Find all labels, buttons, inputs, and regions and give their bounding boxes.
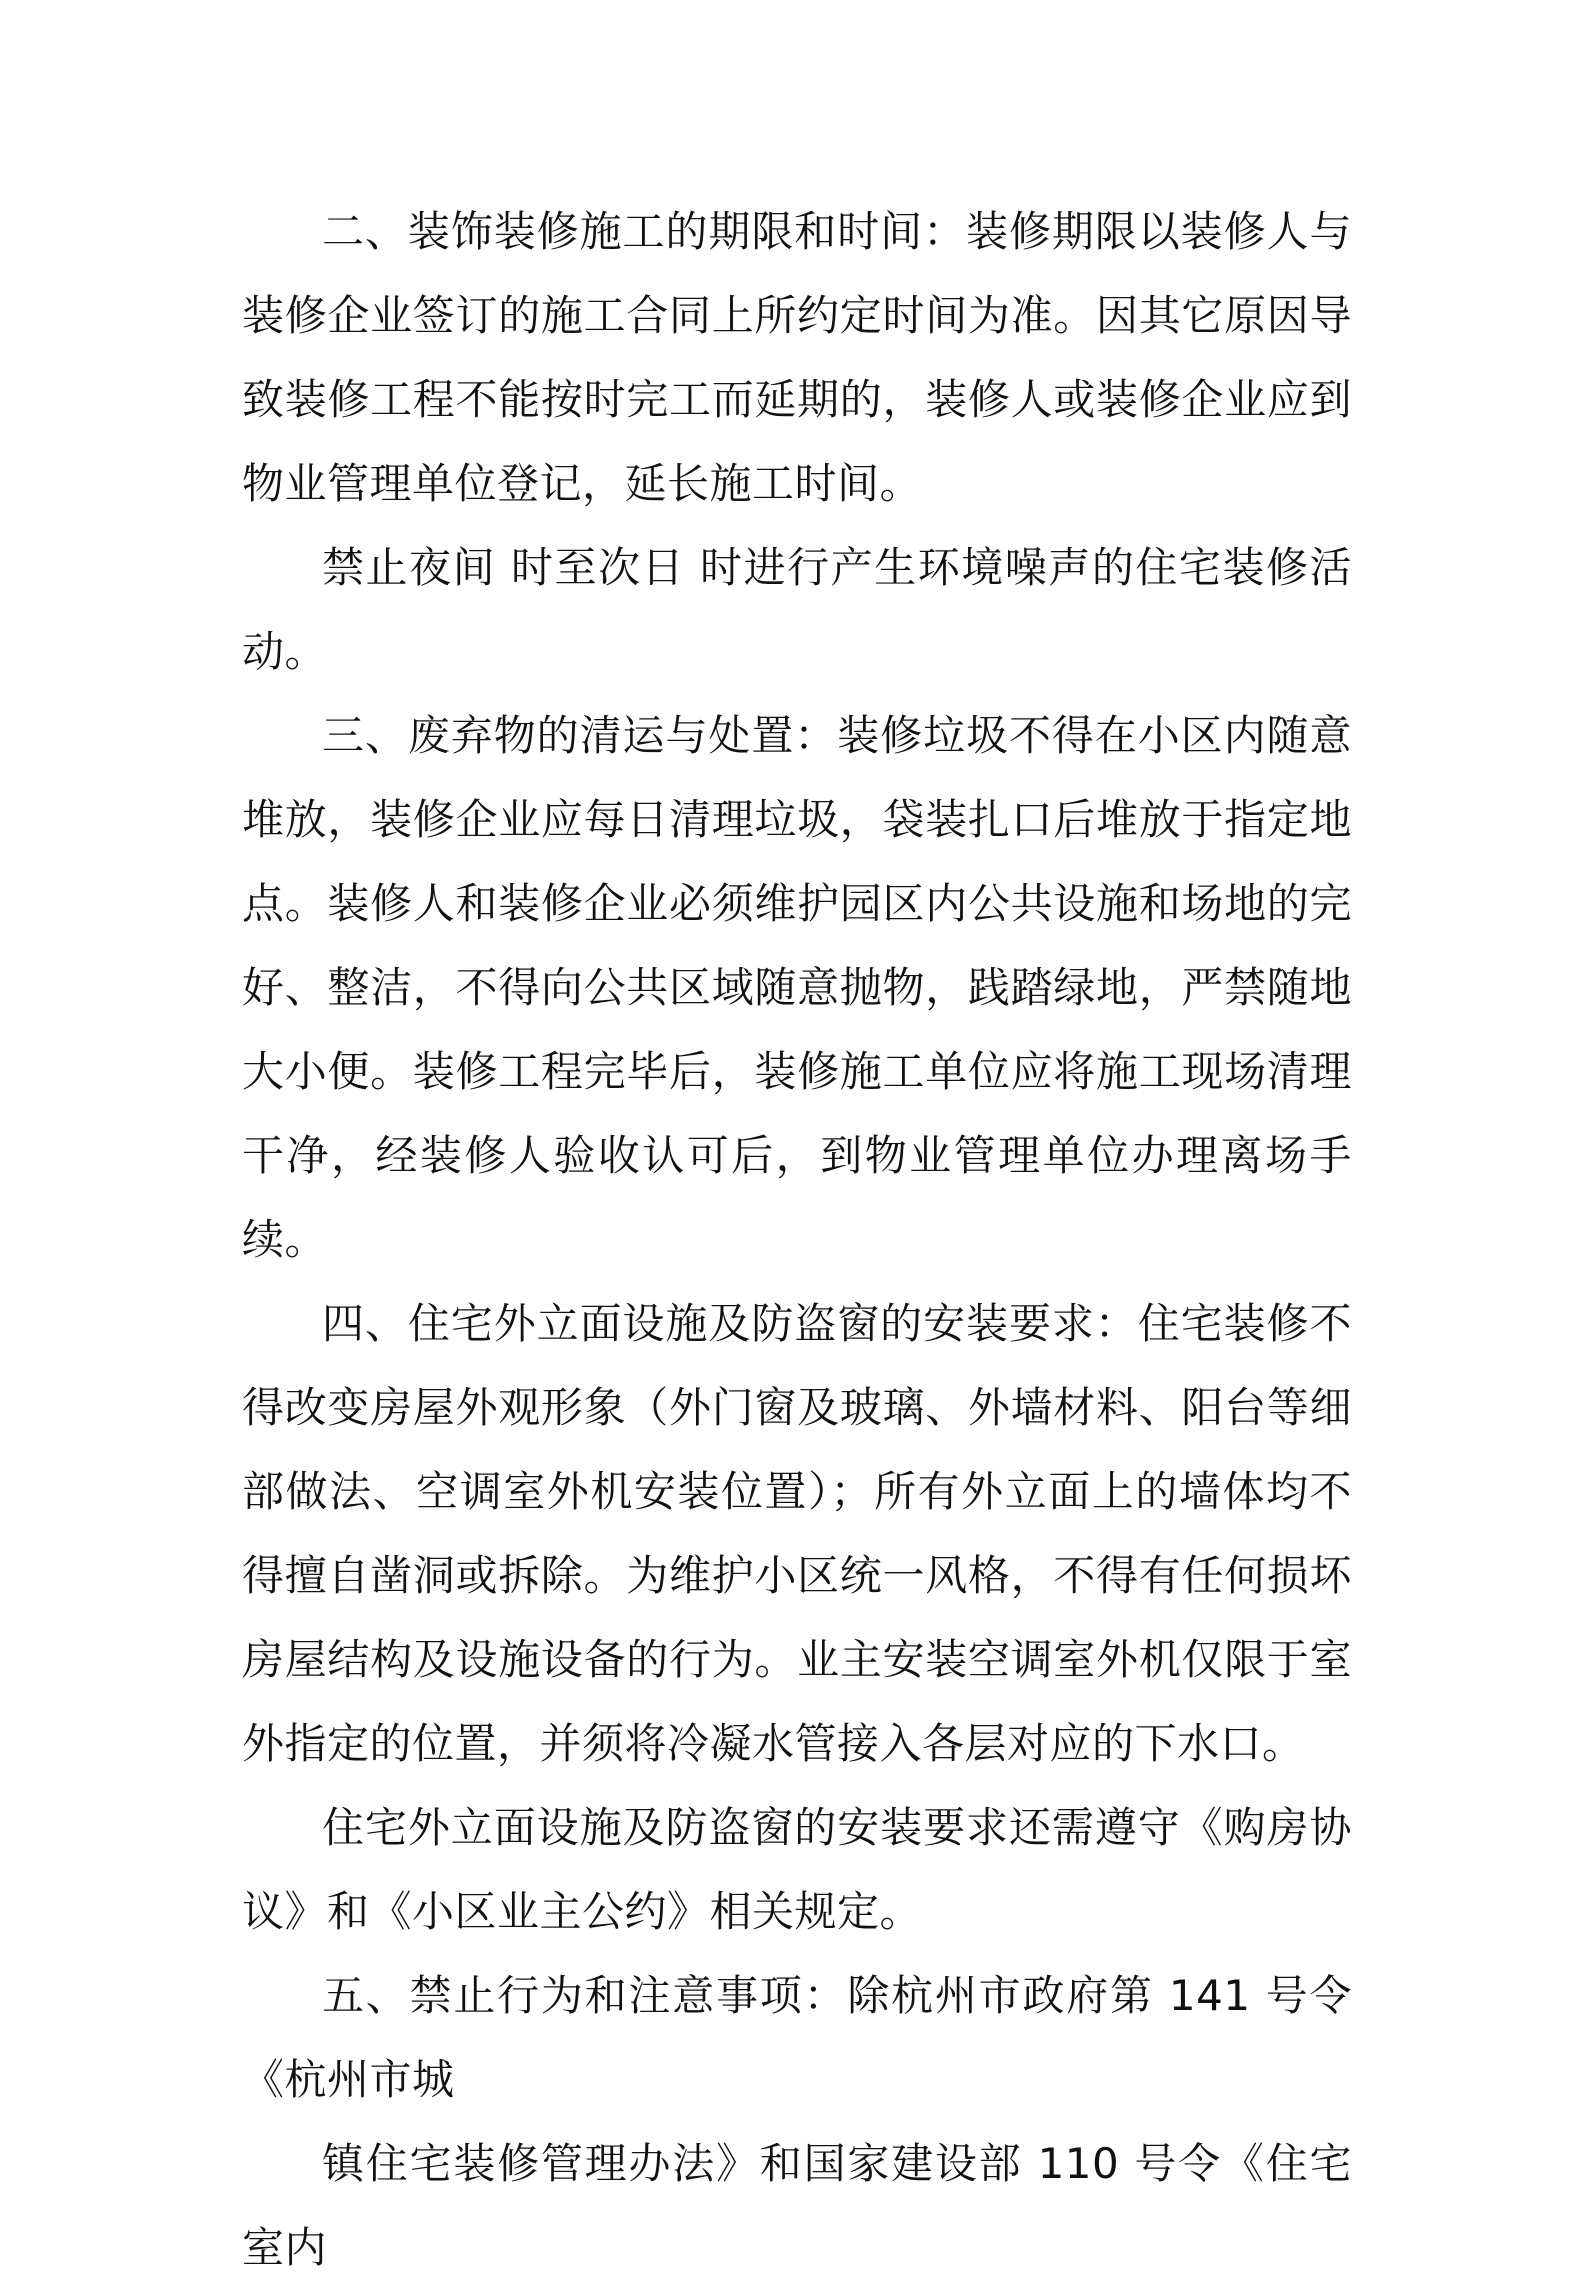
paragraph-waste-disposal: 三、废弃物的清运与处置：装修垃圾不得在小区内随意堆放，装修企业应每日清理垃圾，袋装扎口后堆放于指定地点。装修人和装修企业必须维护园区内公共设施和场地的完好、整洁，不得向公共区域随意抛物，践踏绿地，严禁随地大小便。装修工程完毕后，装修施工单位应将施工现场清理干净，经装修人验收认可后，到物业管理单位办理离场手续。 xyxy=(242,711,1352,1264)
paragraph-prohibited-acts-continued: 镇住宅装修管理办法》和国家建设部 110 号令《住宅室内 xyxy=(242,2139,1352,2272)
paragraph-facade-requirements: 四、住宅外立面设施及防盗窗的安装要求：住宅装修不得改变房屋外观形象（外门窗及玻璃、外墙材料、阳台等细部做法、空调室外机安装位置）；所有外立面上的墙体均不得擅自凿洞或拆除。为维护小区统一风格，不得有任何损坏房屋结构及设施设备的行为。业主安装空调室外机仅限于室外指定的位置，并须将冷凝水管接入各层对应的下水口。 xyxy=(242,1299,1352,1768)
paragraph-night-noise-ban: 禁止夜间 时至次日 时进行产生环境噪声的住宅装修活动。 xyxy=(242,543,1352,676)
paragraph-facade-regulations: 住宅外立面设施及防盗窗的安装要求还需遵守《购房协议》和《小区业主公约》相关规定。 xyxy=(242,1803,1352,1936)
paragraph-prohibited-acts: 五、禁止行为和注意事项：除杭州市政府第 141 号令《杭州市城 xyxy=(242,1971,1352,2104)
document-page xyxy=(242,190,1352,2290)
paragraph-decoration-period: 二、装饰装修施工的期限和时间：装修期限以装修人与装修企业签订的施工合同上所约定时间为准。因其它原因导致装修工程不能按时完工而延期的，装修人或装修企业应到物业管理单位登记，延长施工时间。 xyxy=(242,207,1352,508)
